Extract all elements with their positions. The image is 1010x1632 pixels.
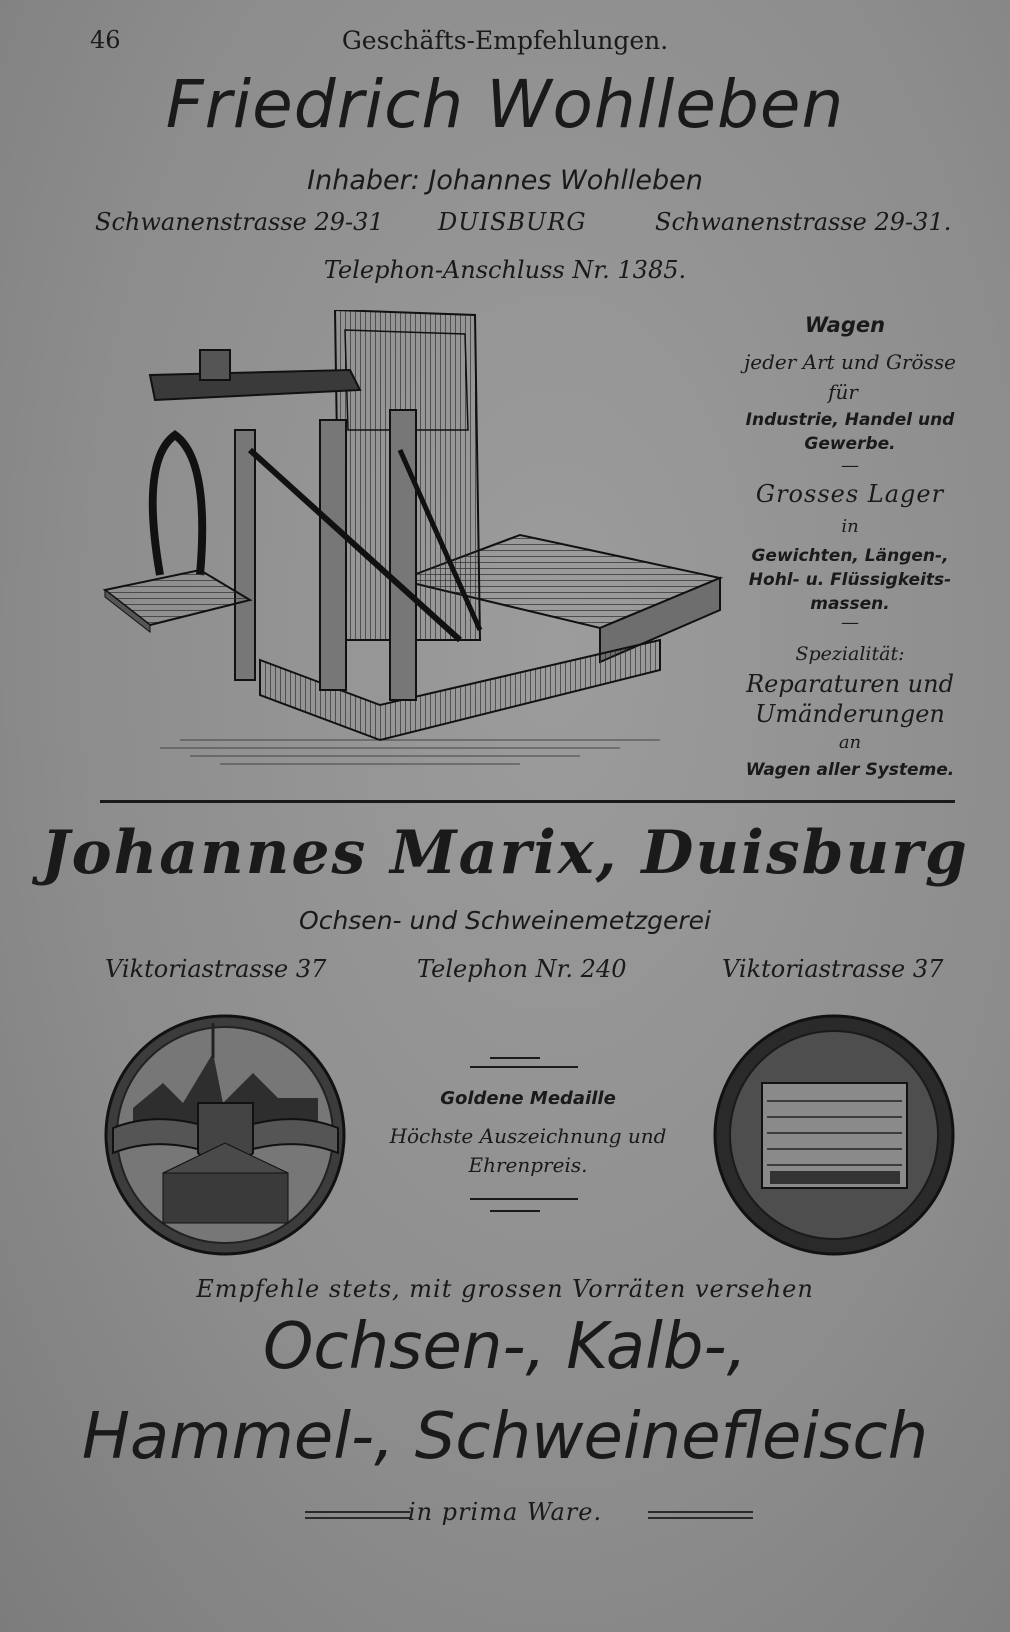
award-line-2: Ehrenpreis.	[468, 1153, 588, 1177]
sidebar-line-9: massen.	[810, 594, 890, 614]
sidebar-dash-1: —	[841, 455, 859, 476]
sidebar-line-12: Umänderungen	[755, 700, 945, 728]
sidebar-line-14: Wagen aller Systeme.	[745, 760, 955, 780]
ad2-products-line-2: Hammel-, Schweinefleisch	[81, 1400, 929, 1474]
ad2-firm-name: Johannes Marix, Duisburg	[41, 818, 969, 888]
award-rule-bottom	[470, 1198, 578, 1200]
sidebar-line-1: jeder Art und Grösse	[744, 350, 956, 374]
ad2-products-line-1: Ochsen-, Kalb-,	[263, 1310, 747, 1384]
ad2-trade: Ochsen- und Schweinemetzgerei	[299, 906, 711, 935]
ad2-quality: in prima Ware.	[407, 1498, 603, 1526]
sidebar-line-4: Gewerbe.	[804, 434, 896, 454]
ad1-telephone: Telephon-Anschluss Nr. 1385.	[323, 256, 687, 284]
ad1-city: DUISBURG	[438, 208, 587, 236]
award-rule-bottom-short	[490, 1210, 540, 1212]
sidebar-line-11: Reparaturen und	[746, 670, 954, 698]
sidebar-heading: Wagen	[804, 313, 886, 337]
sidebar-line-8: Hohl- u. Flüssigkeits-	[748, 570, 952, 590]
city-medal-image	[103, 1013, 348, 1258]
scale-illustration	[100, 310, 740, 780]
award-rule-top	[470, 1066, 578, 1068]
ad2-address-right: Viktoriastrasse 37	[722, 955, 944, 983]
ad2-telephone: Telephon Nr. 240	[417, 955, 627, 983]
exhibition-medal-image	[712, 1013, 957, 1258]
award-line-1: Höchste Auszeichnung und	[389, 1124, 667, 1148]
sidebar-line-5: Grosses Lager	[755, 480, 945, 508]
ad1-address-right: Schwanenstrasse 29-31.	[655, 208, 952, 236]
ad2-address-left: Viktoriastrasse 37	[105, 955, 327, 983]
sidebar-line-7: Gewichten, Längen-,	[751, 546, 949, 566]
ad1-firm-name: Friedrich Wohlleben	[165, 66, 845, 143]
ad2-recommend: Empfehle stets, mit grossen Vorräten versehen	[196, 1275, 814, 1303]
sidebar-line-2: für	[828, 380, 858, 404]
sidebar-line-10: Spezialität:	[795, 643, 905, 665]
award-title: Goldene Medaille	[440, 1088, 616, 1109]
sidebar-line-13: an	[838, 732, 862, 753]
quality-rule-right	[648, 1511, 753, 1519]
page-number: 46	[90, 26, 121, 54]
award-rule-top-short	[490, 1057, 540, 1059]
sidebar-line-6: in	[841, 516, 859, 537]
sidebar-dash-2: —	[841, 612, 859, 633]
section-divider	[100, 800, 955, 803]
ad1-address-left: Schwanenstrasse 29-31	[95, 208, 384, 236]
sidebar-line-3: Industrie, Handel und	[745, 410, 955, 430]
running-title: Geschäfts-Empfehlungen.	[341, 26, 669, 55]
ad1-owner: Inhaber: Johannes Wohlleben	[307, 165, 703, 196]
